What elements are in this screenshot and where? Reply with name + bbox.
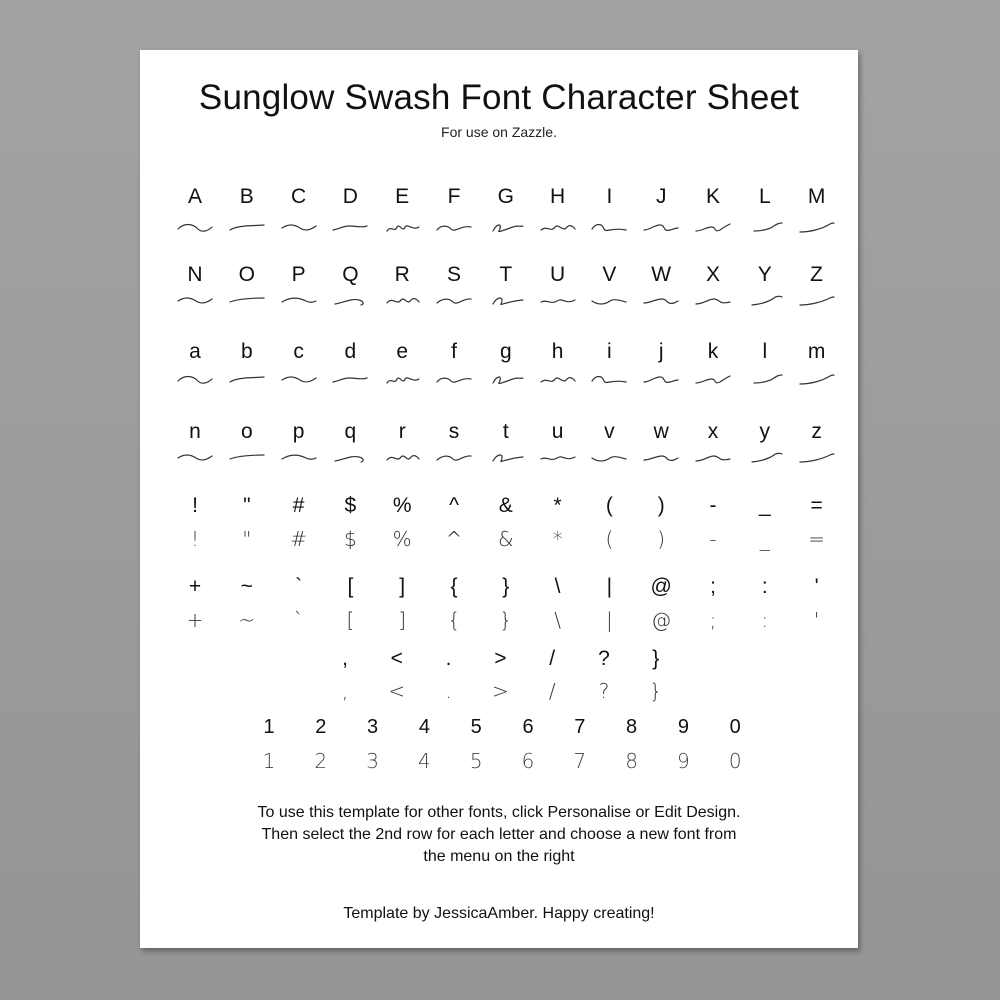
glyph-digits: 3 xyxy=(367,716,379,738)
glyph-symbols-3: , xyxy=(342,647,348,670)
glyph-digit-swash: 3 xyxy=(366,749,379,773)
swash-glyph xyxy=(333,375,367,385)
swash-glyph xyxy=(178,375,212,385)
glyph-symbols-2: @ xyxy=(650,575,672,598)
glyph-digit-swash: 7 xyxy=(573,749,587,773)
swash-glyph xyxy=(696,375,730,385)
swash-glyph xyxy=(644,453,678,463)
glyph-uppercase-2: R xyxy=(394,263,410,286)
glyph-digits: 0 xyxy=(729,716,741,738)
glyph-lowercase-2: y xyxy=(759,420,771,443)
swash-glyph xyxy=(230,375,264,385)
swash-glyph xyxy=(437,223,471,233)
glyph-symbols-1-swash: _ xyxy=(759,527,770,551)
glyph-uppercase-1: J xyxy=(655,185,667,208)
glyph-symbols-3-swash: > xyxy=(492,679,509,703)
swash-glyph xyxy=(800,296,834,306)
glyph-symbols-2-swash: } xyxy=(499,608,513,632)
glyph-symbols-3-swash: / xyxy=(548,679,556,703)
swash-glyph xyxy=(489,453,523,463)
glyph-uppercase-2: Q xyxy=(342,263,359,286)
glyph-lowercase-2: t xyxy=(502,420,509,443)
character-sheet-poster xyxy=(140,50,858,948)
swash-glyph xyxy=(385,375,419,385)
page-title: Sunglow Swash Font Character Sheet xyxy=(198,78,800,117)
glyph-lowercase-2: z xyxy=(811,420,822,443)
glyph-symbols-3: < xyxy=(390,647,403,670)
glyph-symbols-3-swash: ? xyxy=(598,679,610,703)
glyph-symbols-2: | xyxy=(606,575,613,598)
glyph-symbols-2-swash: ] xyxy=(398,608,407,632)
glyph-uppercase-1: I xyxy=(606,185,613,208)
glyph-uppercase-1: F xyxy=(447,185,461,208)
symbols-1-swash-row xyxy=(140,524,858,554)
uppercase-2-row xyxy=(140,260,858,290)
glyph-symbols-1-swash: - xyxy=(709,527,717,551)
swash-glyph xyxy=(282,453,316,463)
swash-glyph xyxy=(644,296,678,306)
glyph-symbols-2-swash: ~ xyxy=(238,608,256,632)
glyph-digit-swash: 6 xyxy=(521,749,535,773)
swash-glyph xyxy=(592,375,626,385)
glyph-uppercase-2: U xyxy=(550,263,566,286)
swash-glyph xyxy=(489,223,523,233)
glyph-symbols-1-swash: ) xyxy=(657,527,666,551)
swash-glyph xyxy=(333,453,367,463)
glyph-digits: 6 xyxy=(522,716,534,738)
glyph-digits: 5 xyxy=(470,716,482,738)
glyph-uppercase-2: W xyxy=(651,263,672,286)
glyph-lowercase-1: m xyxy=(807,340,826,363)
swash-glyph xyxy=(489,296,523,306)
glyph-symbols-1-swash: * xyxy=(552,527,563,551)
swash-glyph xyxy=(437,296,471,306)
glyph-symbols-2: ] xyxy=(399,575,406,598)
glyph-digits: 7 xyxy=(574,716,586,738)
digits-row xyxy=(140,712,858,742)
glyph-digits: 9 xyxy=(677,716,689,738)
glyph-symbols-3-swash: , xyxy=(341,679,349,703)
glyph-symbols-2: + xyxy=(188,575,202,598)
swash-glyph xyxy=(592,296,626,306)
glyph-symbols-1-swash: % xyxy=(392,527,412,551)
glyph-uppercase-2: V xyxy=(602,263,617,286)
glyph-lowercase-2: u xyxy=(551,420,564,443)
swash-glyph xyxy=(230,223,264,233)
swash-glyph xyxy=(592,453,626,463)
instructions-line: Then select the 2nd row for each letter and choose a new font from xyxy=(261,826,737,843)
glyph-lowercase-1: k xyxy=(707,340,719,363)
glyph-lowercase-2: v xyxy=(604,420,615,443)
glyph-lowercase-1: a xyxy=(189,340,201,363)
glyph-lowercase-2: r xyxy=(398,420,406,443)
glyph-lowercase-2: s xyxy=(448,420,460,443)
swash-glyph xyxy=(437,453,471,463)
glyph-uppercase-2: T xyxy=(499,263,513,286)
swash-glyph xyxy=(696,453,730,463)
glyph-lowercase-1: h xyxy=(551,340,564,363)
credit-text: Template by JessicaAmber. Happy creating! xyxy=(343,905,655,922)
swash-glyph xyxy=(748,296,782,306)
swash-glyph xyxy=(333,296,367,306)
glyph-symbols-3: ? xyxy=(598,647,610,670)
glyph-symbols-1-swash: ^ xyxy=(445,527,463,551)
glyph-uppercase-2: S xyxy=(446,263,461,286)
swash-glyph xyxy=(696,296,730,306)
symbols-1-row xyxy=(140,491,858,521)
digits-swash-row xyxy=(140,746,858,776)
instructions-line: the menu on the right xyxy=(423,848,575,865)
glyph-symbols-2-swash: [ xyxy=(346,608,355,632)
glyph-lowercase-2: n xyxy=(189,420,201,443)
swash-glyph xyxy=(178,453,212,463)
glyph-symbols-1: = xyxy=(810,494,823,517)
glyph-digit-swash: 0 xyxy=(728,749,742,773)
glyph-digit-swash: 1 xyxy=(262,749,276,773)
page-subtitle: For use on Zazzle. xyxy=(441,124,557,140)
instructions-line: To use this template for other fonts, click Personalise or Edit Design. xyxy=(257,804,741,821)
glyph-digit-swash: 9 xyxy=(677,749,690,773)
glyph-symbols-2: } xyxy=(502,575,510,598)
glyph-symbols-2: { xyxy=(450,575,458,598)
swash-glyph xyxy=(800,375,834,385)
glyph-symbols-2-swash: \ xyxy=(554,608,561,632)
glyph-uppercase-1: M xyxy=(807,185,826,208)
instructions-text xyxy=(140,802,858,868)
glyph-symbols-1-swash: $ xyxy=(344,527,357,551)
glyph-lowercase-2: p xyxy=(292,420,305,443)
glyph-uppercase-2: O xyxy=(238,263,255,286)
swash-glyph xyxy=(489,375,523,385)
swash-glyph xyxy=(178,223,212,233)
glyph-symbols-1: ) xyxy=(657,494,665,517)
swash-glyph xyxy=(644,223,678,233)
glyph-symbols-2-swash: { xyxy=(447,608,461,632)
glyph-lowercase-1: j xyxy=(658,340,664,363)
swash-glyph xyxy=(333,223,367,233)
glyph-symbols-2-swash: ' xyxy=(813,608,820,632)
symbols-3-row xyxy=(140,644,858,674)
glyph-symbols-3: / xyxy=(549,647,556,670)
glyph-digits: 8 xyxy=(626,716,638,738)
glyph-symbols-2: ` xyxy=(295,575,303,598)
glyph-uppercase-1: G xyxy=(497,185,514,208)
glyph-symbols-1: _ xyxy=(758,494,771,517)
swash-glyph xyxy=(282,375,316,385)
glyph-symbols-1: - xyxy=(709,494,717,517)
glyph-lowercase-2: o xyxy=(240,420,253,443)
swash-glyph xyxy=(800,223,834,233)
glyph-symbols-1: " xyxy=(243,494,251,517)
glyph-symbols-2-swash: + xyxy=(186,608,204,632)
glyph-symbols-2: \ xyxy=(554,575,561,598)
glyph-symbols-2: ; xyxy=(710,575,716,598)
glyph-lowercase-2: x xyxy=(707,420,719,443)
glyph-lowercase-1: g xyxy=(499,340,512,363)
glyph-digit-swash: 5 xyxy=(469,749,483,773)
glyph-symbols-2-swash: @ xyxy=(651,608,672,632)
swash-glyph xyxy=(748,453,782,463)
swash-glyph xyxy=(385,223,419,233)
swash-glyph xyxy=(696,223,730,233)
glyph-symbols-1: & xyxy=(498,494,513,517)
glyph-symbols-3: } xyxy=(652,647,660,670)
glyph-uppercase-1: E xyxy=(395,185,410,208)
swash-glyph xyxy=(385,296,419,306)
glyph-lowercase-2: w xyxy=(653,420,669,443)
glyph-uppercase-2: N xyxy=(187,263,203,286)
uppercase-1-row xyxy=(140,182,858,212)
symbols-3-swash-row xyxy=(140,676,858,706)
glyph-symbols-1: ^ xyxy=(449,494,459,517)
glyph-symbols-1: * xyxy=(553,494,562,517)
glyph-uppercase-1: L xyxy=(758,185,771,208)
glyph-uppercase-2: Z xyxy=(810,263,823,286)
glyph-symbols-2: : xyxy=(761,575,768,598)
lowercase-2-row xyxy=(140,417,858,447)
glyph-lowercase-1: d xyxy=(344,340,357,363)
glyph-symbols-2-swash: | xyxy=(606,608,613,632)
glyph-symbols-3: . xyxy=(445,647,452,670)
glyph-symbols-1: ( xyxy=(605,494,613,517)
glyph-lowercase-1: i xyxy=(607,340,612,363)
glyph-symbols-2: ~ xyxy=(240,575,253,598)
glyph-symbols-1-swash: & xyxy=(497,527,514,551)
glyph-lowercase-1: c xyxy=(293,340,304,363)
glyph-lowercase-1: e xyxy=(396,340,409,363)
glyph-symbols-1: $ xyxy=(344,494,357,517)
glyph-symbols-1: ! xyxy=(192,494,198,517)
swash-glyph xyxy=(541,453,575,463)
glyph-symbols-2-swash: ; xyxy=(709,608,717,632)
swash-glyph xyxy=(541,375,575,385)
swash-glyph xyxy=(385,453,419,463)
glyph-uppercase-1: H xyxy=(550,185,566,208)
glyph-symbols-2-swash: : xyxy=(761,608,769,632)
swash-glyph xyxy=(178,296,212,306)
glyph-uppercase-1: D xyxy=(342,185,358,208)
glyph-uppercase-2: X xyxy=(705,263,720,286)
glyph-symbols-3-swash: . xyxy=(445,679,452,703)
glyph-uppercase-1: C xyxy=(291,185,307,208)
swash-glyph xyxy=(541,223,575,233)
glyph-symbols-3: > xyxy=(494,647,507,670)
glyph-symbols-1: # xyxy=(292,494,305,517)
glyph-uppercase-1: K xyxy=(705,185,720,208)
glyph-lowercase-1: l xyxy=(762,340,768,363)
glyph-symbols-1: % xyxy=(392,494,412,517)
swash-glyph xyxy=(230,453,264,463)
swash-glyph xyxy=(592,223,626,233)
glyph-symbols-3-swash: < xyxy=(388,679,406,703)
lowercase-1-row xyxy=(140,337,858,367)
glyph-symbols-1-swash: ( xyxy=(605,527,614,551)
glyph-digit-swash: 4 xyxy=(418,749,431,773)
glyph-symbols-1-swash: = xyxy=(808,527,825,551)
glyph-digits: 4 xyxy=(418,716,430,738)
swash-glyph xyxy=(282,296,316,306)
glyph-digits: 1 xyxy=(263,716,275,738)
glyph-symbols-1-swash: # xyxy=(290,527,307,551)
glyph-uppercase-2: Y xyxy=(757,263,772,286)
swash-glyph xyxy=(282,223,316,233)
glyph-symbols-2-swash: ` xyxy=(293,608,304,632)
glyph-symbols-1-swash: " xyxy=(242,527,252,551)
glyph-symbols-1-swash: ! xyxy=(190,527,200,551)
glyph-uppercase-1: B xyxy=(239,185,254,208)
swash-glyph xyxy=(800,453,834,463)
glyph-symbols-2: [ xyxy=(347,575,354,598)
swash-glyph xyxy=(748,223,782,233)
glyph-uppercase-2: P xyxy=(291,263,306,286)
symbols-2-row xyxy=(140,572,858,602)
glyph-digits: 2 xyxy=(315,716,327,738)
symbols-2-swash-row xyxy=(140,605,858,635)
swash-glyph xyxy=(541,296,575,306)
glyph-digit-swash: 2 xyxy=(314,749,328,773)
swash-glyph xyxy=(748,375,782,385)
swash-glyph xyxy=(644,375,678,385)
glyph-symbols-3-swash: } xyxy=(649,679,663,703)
swash-glyph xyxy=(230,296,264,306)
glyph-digit-swash: 8 xyxy=(625,749,638,773)
swash-glyph xyxy=(437,375,471,385)
glyph-lowercase-1: f xyxy=(451,340,457,363)
glyph-lowercase-1: b xyxy=(240,340,253,363)
glyph-lowercase-2: q xyxy=(344,420,357,443)
glyph-symbols-2: ' xyxy=(814,575,819,598)
glyph-uppercase-1: A xyxy=(187,185,202,208)
